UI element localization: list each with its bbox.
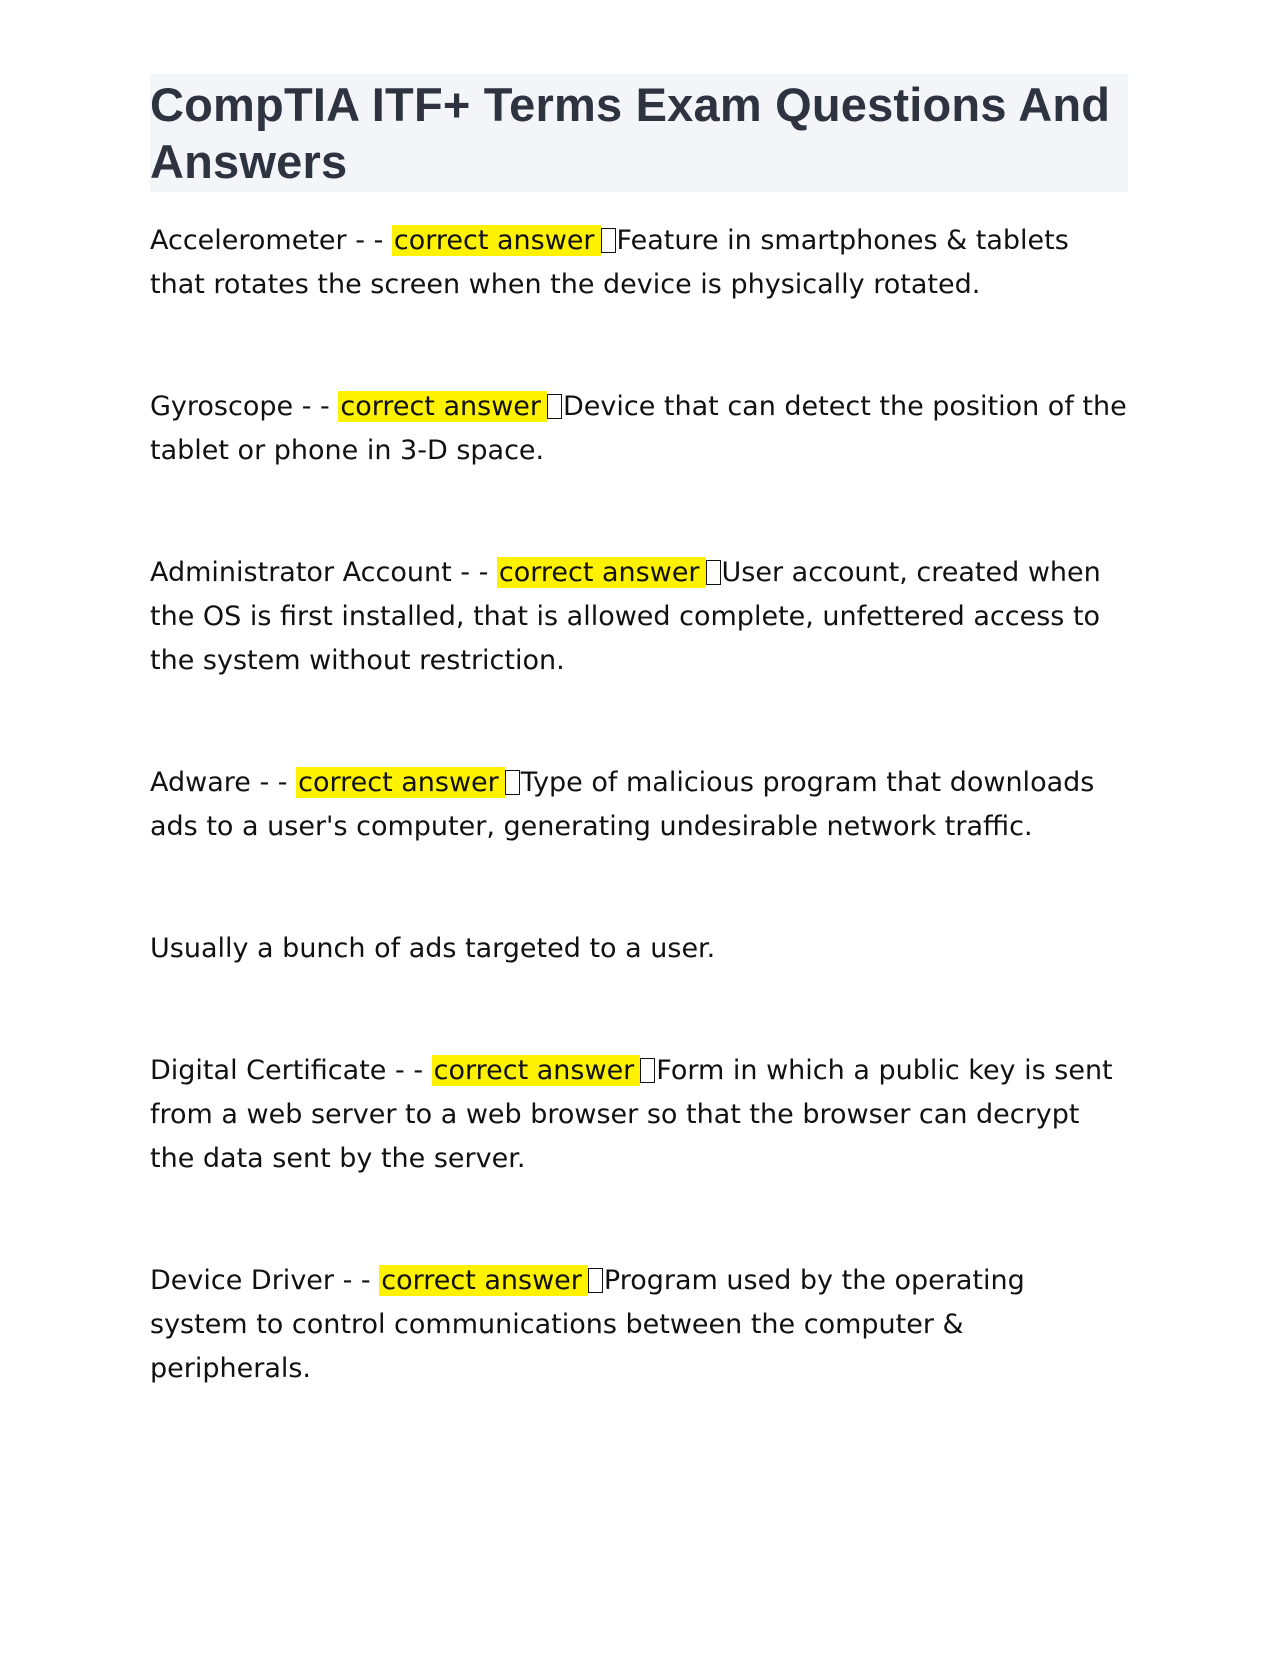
entry-term: Administrator Account: [150, 557, 452, 588]
answer-highlight: correct answer: [497, 557, 706, 588]
entry-definition: Feature in smartphones & tablets that rotates the screen when the device is physically rotated.: [150, 225, 1069, 300]
entry-digital-certificate: [150, 1049, 1128, 1181]
entry-term: Adware: [150, 767, 251, 798]
entry-gyroscope: [150, 385, 1128, 473]
entry-definition: User account, created when the OS is first installed, that is allowed complete, unfettered access to the system without restriction.: [150, 557, 1101, 676]
entry-separator: - -: [334, 1265, 380, 1296]
entry-adware: [150, 761, 1128, 849]
missing-glyph-box: [505, 770, 520, 795]
entry-term: Digital Certificate: [150, 1055, 387, 1086]
entry-separator: - -: [346, 225, 392, 256]
entry-note-adware: [150, 927, 1128, 971]
entry-separator: - -: [250, 767, 297, 798]
title-block: [150, 74, 1128, 192]
entry-list: [150, 219, 1128, 1391]
entry-definition: Type of malicious program that downloads ads to a user's computer, generating undesirable network traffic.: [150, 767, 1095, 842]
missing-glyph-box: [588, 1268, 603, 1293]
entry-separator: - -: [293, 391, 339, 422]
document-page: [150, 74, 1128, 1469]
missing-glyph-box: [547, 394, 562, 419]
answer-highlight: correct answer: [432, 1055, 641, 1086]
answer-highlight: correct answer: [379, 1265, 588, 1296]
answer-highlight: correct answer: [338, 391, 547, 422]
missing-glyph-box: [640, 1058, 655, 1083]
entry-definition: Device that can detect the position of the tablet or phone in 3-D space.: [150, 391, 1127, 466]
entry-separator: - -: [451, 557, 497, 588]
missing-glyph-box: [601, 228, 616, 253]
entry-note: Usually a bunch of ads targeted to a user.: [150, 933, 716, 964]
answer-highlight: correct answer: [392, 225, 601, 256]
entry-term: Gyroscope: [150, 391, 294, 422]
document-title: CompTIA ITF+ Terms Exam Questions And Answers: [150, 78, 1111, 188]
entry-term: Device Driver: [150, 1265, 335, 1296]
missing-glyph-box: [706, 560, 721, 585]
entry-device-driver: [150, 1259, 1128, 1391]
entry-definition: Form in which a public key is sent from a web server to a web browser so that the browser can decrypt the data sent by the server.: [150, 1055, 1113, 1174]
entry-term: Accelerometer: [150, 225, 347, 256]
entry-separator: - -: [386, 1055, 432, 1086]
entry-definition: Program used by the operating system to control communications between the computer & peripherals.: [150, 1265, 1025, 1384]
answer-highlight: correct answer: [296, 767, 505, 798]
entry-accelerometer: [150, 219, 1128, 307]
entry-administrator-account: [150, 551, 1128, 683]
